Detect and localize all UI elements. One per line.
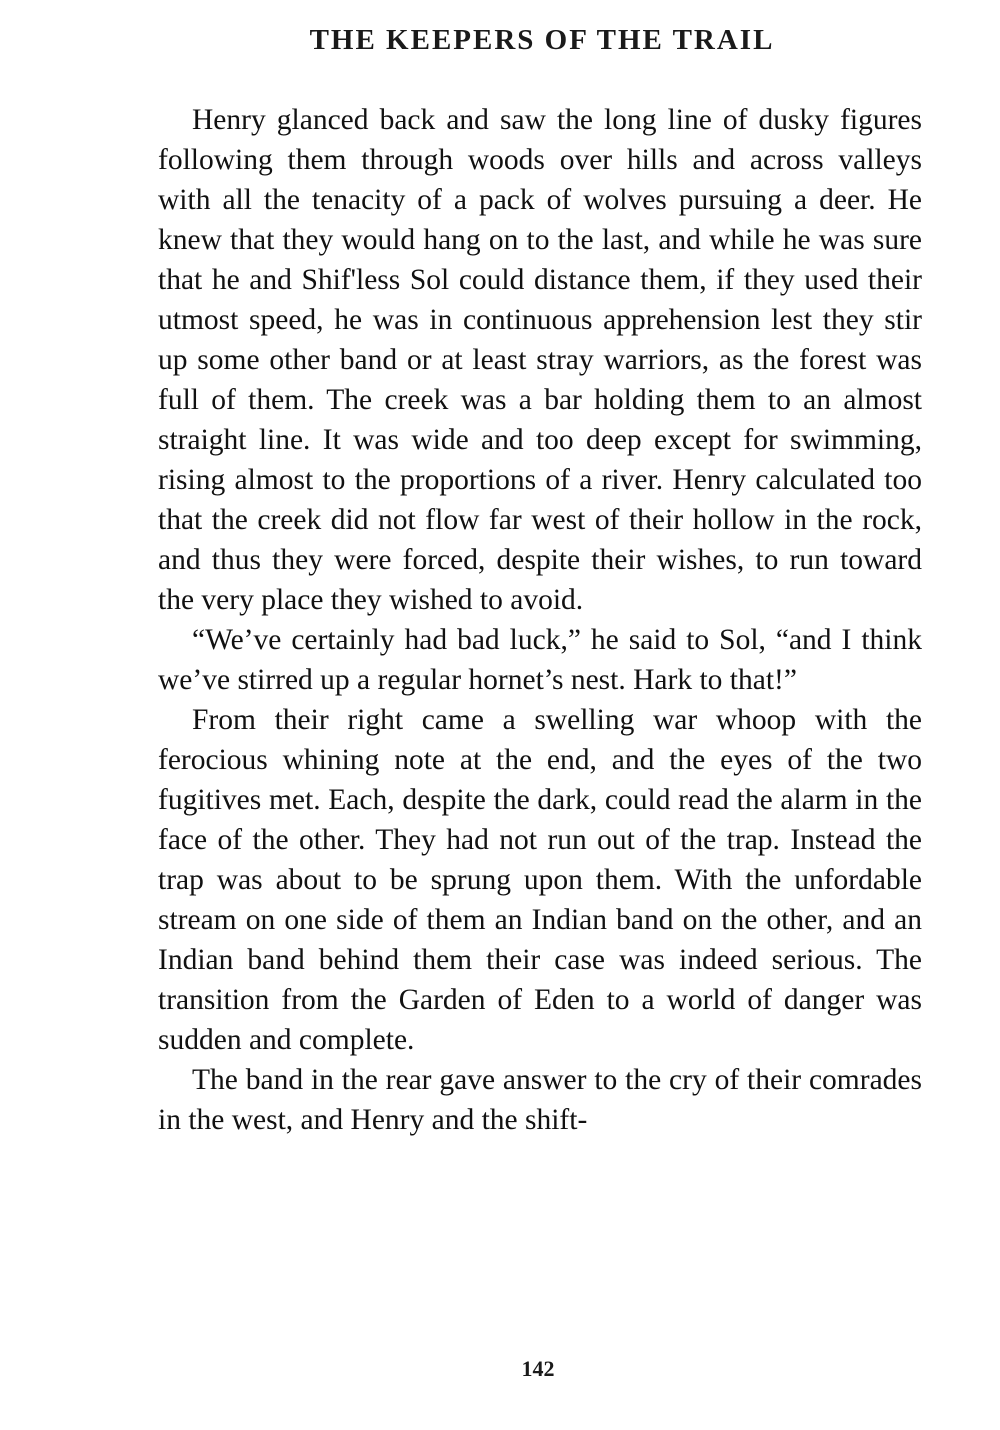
running-head: THE KEEPERS OF THE TRAIL <box>309 24 775 56</box>
paragraph-3: From their right came a swelling war whoop with the ferocious whining note at the end, and the eyes of the two fugitives met. Each, despite the dark, could read the alarm in the face of the other. They had not run out of the trap. Instead the trap was about to be sprung upon them. With the unfordable stream on one side of them an Indian band on the other, and an Indian band behind them their case was indeed serious. The transition from the Garden of Eden to a world of danger was sudden and complete. <box>158 704 922 1056</box>
paragraph-1: Henry glanced back and saw the long line of dusky figures following them through woods over hills and across valleys with all the tenacity of a pack of wolves pursuing a deer. He knew that they would hang on to the last, and while he was sure that he and Shif'less Sol could distance them, if they used their utmost speed, he was in continuous apprehension lest they stir up some other band or at least stray warriors, as the forest was full of them. The creek was a bar holding them to an almost straight line. It was wide and too deep except for swimming, rising almost to the proportions of a river. Henry calculated too that the creek did not flow far west of their hollow in the rock, and thus they were forced, despite their wishes, to run toward the very place they wished to avoid. <box>158 104 922 616</box>
page-number: 142 <box>521 1356 555 1381</box>
body-text <box>158 100 922 1140</box>
paragraph-4: The band in the rear gave answer to the cry of their comrades in the west, and Henry and the shift- <box>158 1064 922 1136</box>
paragraph-2: “We’ve certainly had bad luck,” he said to Sol, “and I think we’ve stirred up a regular hornet’s nest. Hark to that!” <box>158 624 922 696</box>
